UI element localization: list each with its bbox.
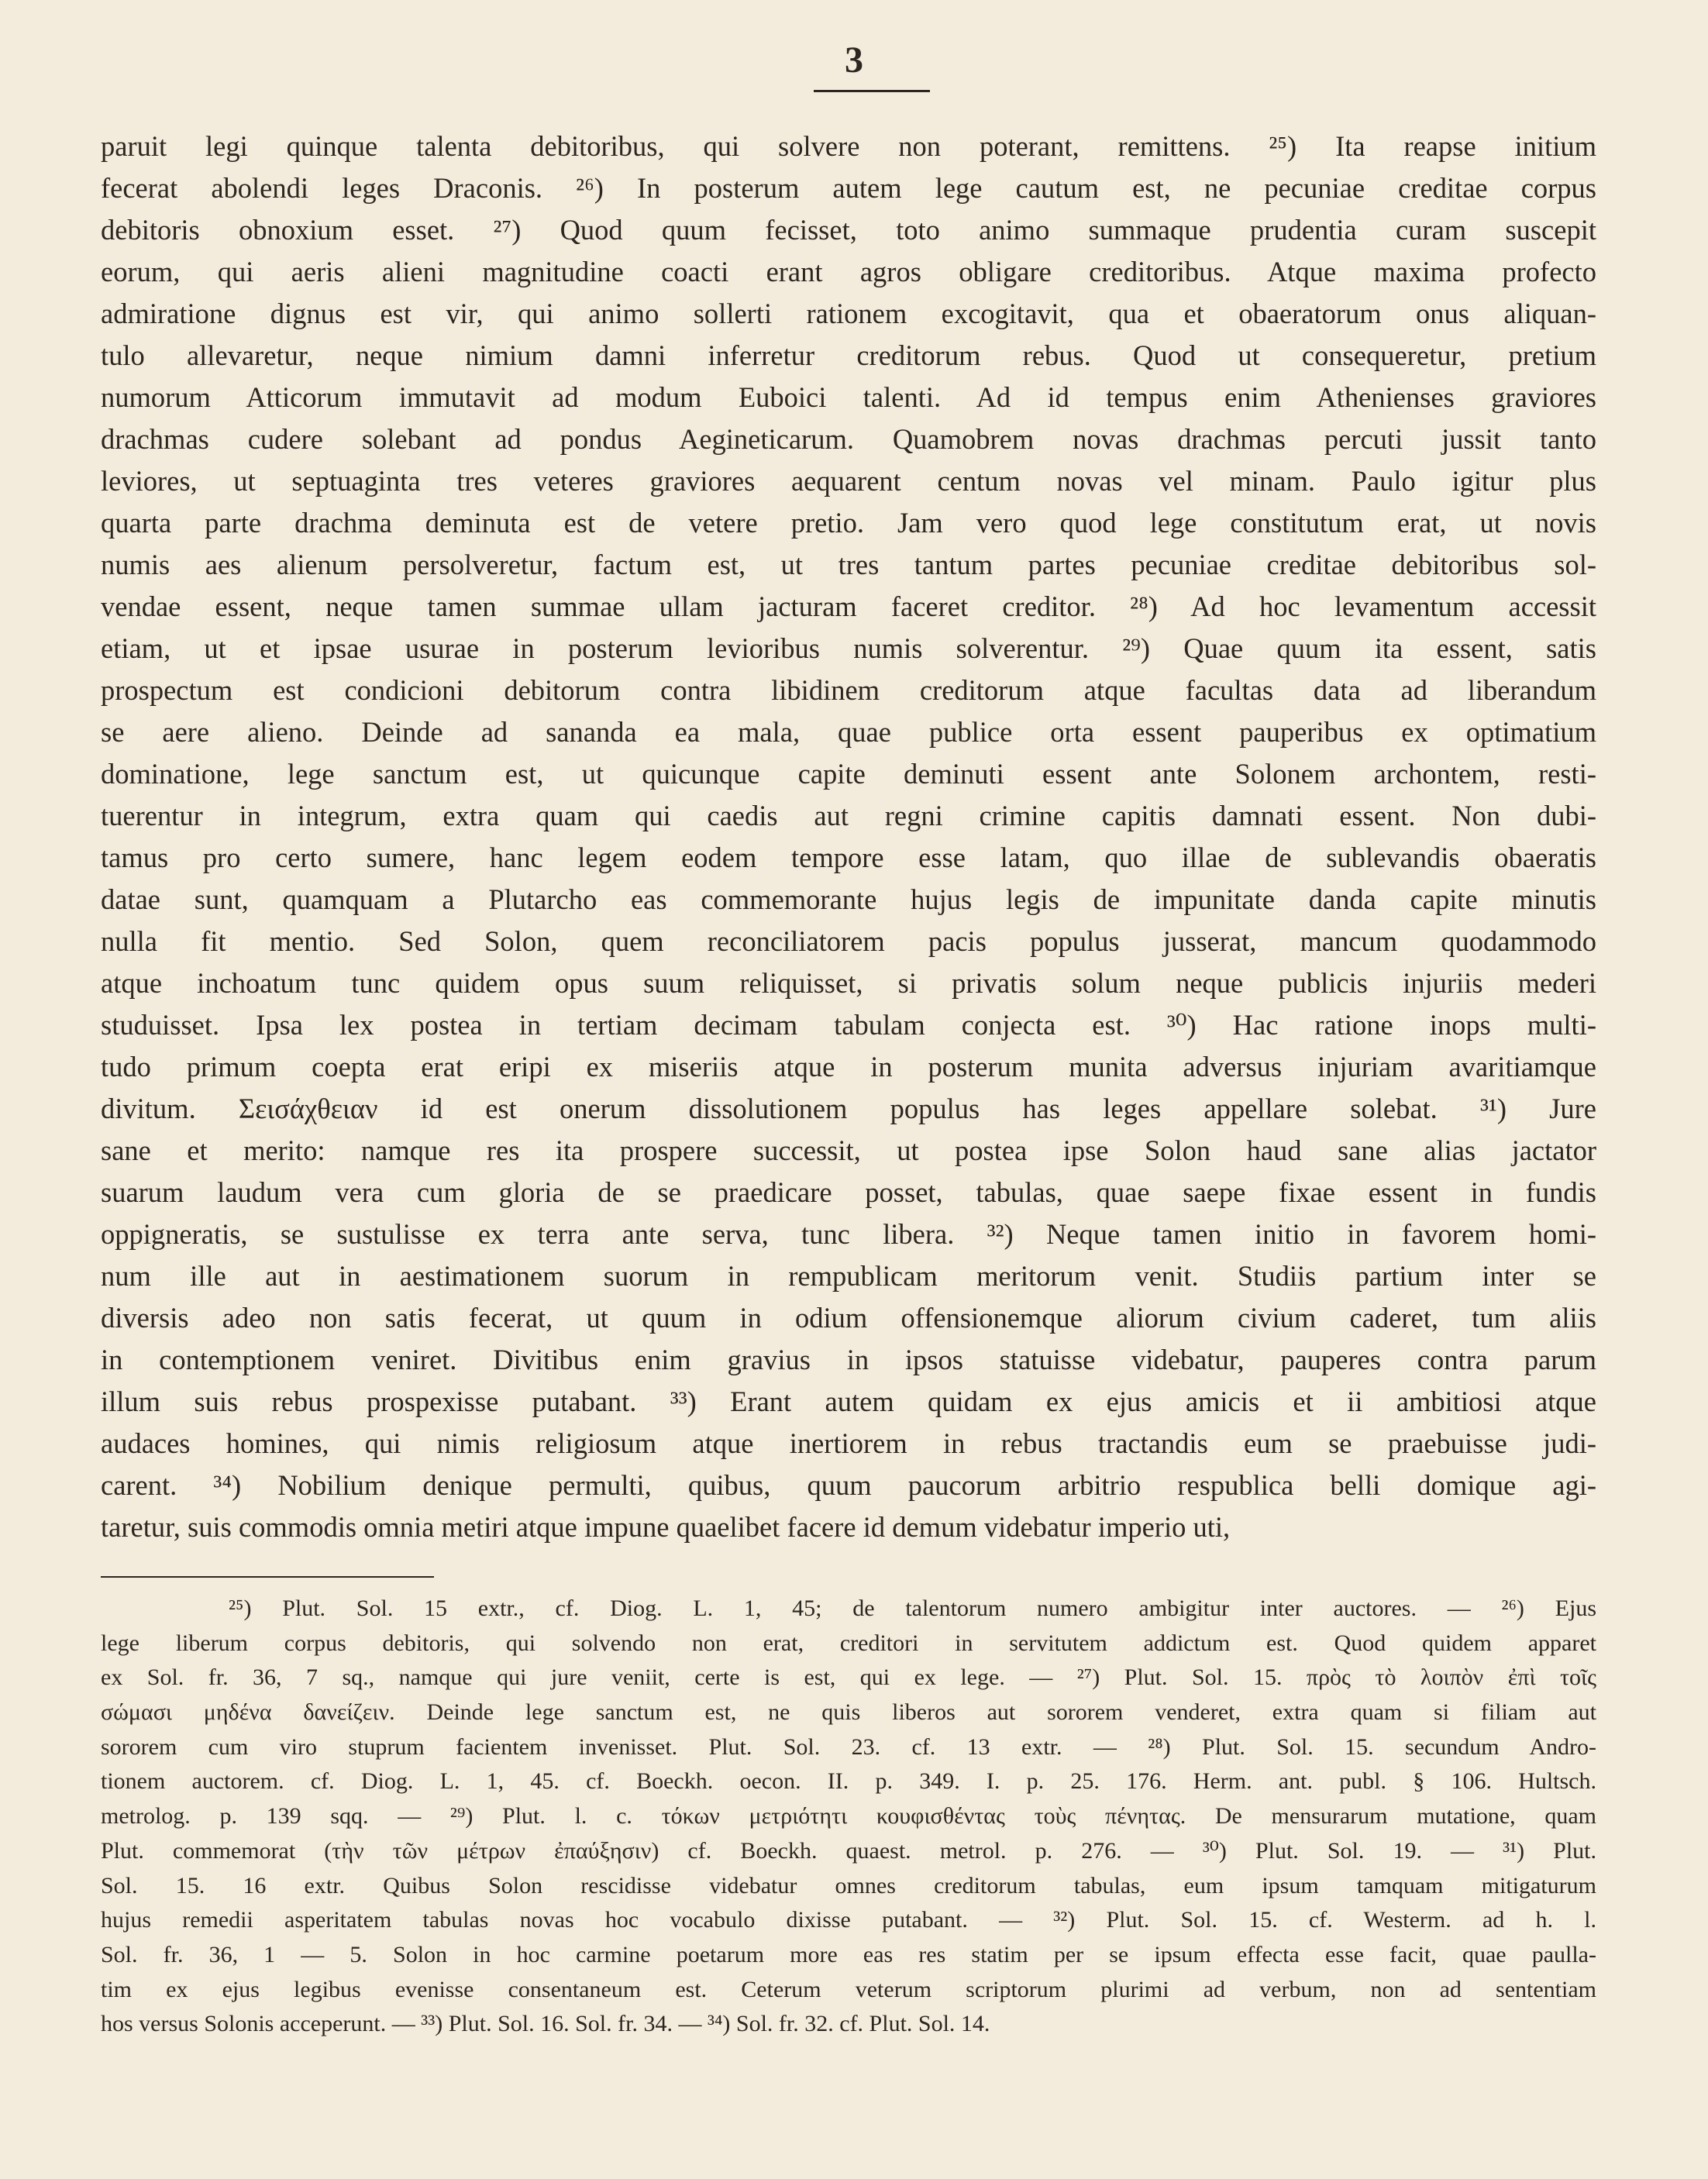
text-line: suarum laudum vera cum gloria de se praedicare posset, tabulas, quae saepe fixae essent in fundis bbox=[101, 1176, 1596, 1208]
text-line: se aere alieno. Deinde ad sananda ea mala, quae publice orta essent pauperibus ex optimatium bbox=[101, 716, 1596, 748]
footnote-line: hos versus Solonis acceperunt. — ³³) Plut. Sol. 16. Sol. fr. 34. — ³⁴) Sol. fr. 32. cf. Plut. Sol. 14. bbox=[101, 2011, 990, 2037]
text-line: eorum, qui aeris alieni magnitudine coacti erant agros obligare creditoribus. Atque maxima profecto bbox=[101, 256, 1596, 287]
text-line: prospectum est condicioni debitorum contra libidinem creditorum atque facultas data ad liberandum bbox=[101, 674, 1596, 706]
footnote-line: σώμασι μηδένα δανείζειν. Deinde lege sanctum est, ne quis liberos aut sororem venderet, extra quam si filiam aut bbox=[101, 1699, 1596, 1726]
text-line: dominatione, lege sanctum est, ut quicunque capite deminuti essent ante Solonem archontem, resti- bbox=[101, 758, 1596, 790]
text-line: oppigneratis, se sustulisse ex terra ante serva, tunc libera. ³²) Neque tamen initio in favorem homi- bbox=[101, 1218, 1596, 1250]
footnote-line: Sol. 15. 16 extr. Quibus Solon rescidisse videbatur omnes creditorum tabulas, eum ipsum tamquam mitigaturum bbox=[101, 1872, 1596, 1898]
text-line: drachmas cudere solebant ad pondus Aegineticarum. Quamobrem novas drachmas percuti jussit tanto bbox=[101, 423, 1596, 455]
footnote-line: ²⁵) Plut. Sol. 15 extr., cf. Diog. L. 1, 45; de talentorum numero ambigitur inter auctores. — ²⁶) Ejus bbox=[229, 1596, 1596, 1621]
text-line: numis aes alienum persolveretur, factum est, ut tres tantum partes pecuniae creditae debitoribus sol- bbox=[101, 549, 1596, 580]
text-line: paruit legi quinque talenta debitoribus, qui solvere non poterant, remittens. ²⁵) Ita reapse initium bbox=[101, 130, 1596, 162]
text-line: taretur, suis commodis omnia metiri atque impune quaelibet facere id demum videbatur imperio uti, bbox=[101, 1511, 1231, 1543]
text-line: tuerentur in integrum, extra quam qui caedis aut regni crimine capitis damnati essent. Non dubi- bbox=[101, 800, 1596, 831]
text-line: etiam, ut et ipsae usurae in posterum levioribus numis solverentur. ²⁹) Quae quum ita essent, satis bbox=[101, 632, 1596, 664]
text-line: carent. ³⁴) Nobilium denique permulti, quibus, quum paucorum arbitrio respublica belli domique agi- bbox=[101, 1469, 1596, 1501]
text-line: tamus pro certo sumere, hanc legem eodem tempore esse latam, quo illae de sublevandis obaeratis bbox=[101, 842, 1596, 873]
text-line: fecerat abolendi leges Draconis. ²⁶) In posterum autem lege cautum est, ne pecuniae creditae corpus bbox=[101, 172, 1596, 204]
text-line: in contemptionem veniret. Divitibus enim gravius in ipsos statuisse videbatur, pauperes contra parum bbox=[101, 1344, 1596, 1375]
text-line: quarta parte drachma deminuta est de vetere pretio. Jam vero quod lege constitutum erat, ut novis bbox=[101, 507, 1596, 539]
text-line: admiratione dignus est vir, qui animo sollerti rationem excogitavit, qua et obaeratorum onus aliquan- bbox=[101, 298, 1596, 329]
footnote-line: hujus remedii asperitatem tabulas novas hoc vocabulo dixisse putabant. — ³²) Plut. Sol. 15. cf. Westerm. ad h. l. bbox=[101, 1907, 1596, 1933]
text-line: vendae essent, neque tamen summae ullam jacturam faceret creditor. ²⁸) Ad hoc levamentum accessit bbox=[101, 590, 1596, 622]
footnote-line: tim ex ejus legibus evenisse consentaneum est. Ceterum veterum scriptorum plurimi ad verbum, non ad sententiam bbox=[101, 1976, 1596, 2002]
header-rule bbox=[814, 90, 930, 92]
footnotes-block bbox=[101, 1592, 1596, 2042]
text-line: diversis adeo non satis fecerat, ut quum in odium offensionemque aliorum civium caderet, tum aliis bbox=[101, 1302, 1596, 1334]
footnote-line: metrolog. p. 139 sqq. — ²⁹) Plut. l. c. τόκων μετριότητι κουφισθέντας τοὺς πένητας. De mensurarum mutatione, quam bbox=[101, 1803, 1596, 1830]
main-text-body bbox=[101, 126, 1596, 1548]
footnote-line: ex Sol. fr. 36, 7 sq., namque qui jure veniit, certe is est, qui ex lege. — ²⁷) Plut. Sol. 15. πρὸς τὸ λοιπὸν ἐπὶ τοῖς bbox=[101, 1664, 1596, 1691]
text-line: datae sunt, quamquam a Plutarcho eas commemorante hujus legis de impunitate danda capite minutis bbox=[101, 883, 1596, 915]
text-line: tulo allevaretur, neque nimium damni inferretur creditorum rebus. Quod ut consequeretur, pretium bbox=[101, 339, 1596, 371]
text-line: numorum Atticorum immutavit ad modum Euboici talenti. Ad id tempus enim Athenienses graviores bbox=[101, 381, 1596, 413]
text-line: nulla fit mentio. Sed Solon, quem reconciliatorem pacis populus jusserat, mancum quodammodo bbox=[101, 925, 1596, 957]
footnote-line: Sol. fr. 36, 1 — 5. Solon in hoc carmine poetarum more eas res statim per se ipsum effecta esse facit, quae paulla- bbox=[101, 1941, 1596, 1967]
text-line: num ille aut in aestimationem suorum in rempublicam meritorum venit. Studiis partium inter se bbox=[101, 1260, 1596, 1292]
text-line: studuisset. Ipsa lex postea in tertiam decimam tabulam conjecta est. ³⁰) Hac ratione inops multi- bbox=[101, 1009, 1596, 1041]
text-line: audaces homines, qui nimis religiosum atque inertiorem in rebus tractandis eum se praebuisse judi- bbox=[101, 1427, 1596, 1459]
footnote-line: lege liberum corpus debitoris, qui solvendo non erat, creditori in servitutem addictum est. Quod quidem apparet bbox=[101, 1630, 1596, 1656]
footnote-line: sororem cum viro stuprum facientem invenisset. Plut. Sol. 23. cf. 13 extr. — ²⁸) Plut. Sol. 15. secundum Andro- bbox=[101, 1733, 1596, 1760]
text-line: divitum. Σεισάχθειαν id est onerum dissolutionem populus has leges appellare solebat. ³¹) Jure bbox=[101, 1093, 1596, 1124]
footnote-line: Plut. commemorat (τὴν τῶν μέτρων ἐπαύξησιν) cf. Boeckh. quaest. metrol. p. 276. — ³⁰) Plut. Sol. 19. — ³¹) Plut. bbox=[101, 1837, 1596, 1864]
text-line: leviores, ut septuaginta tres veteres graviores aequarent centum novas vel minam. Paulo igitur plus bbox=[101, 465, 1596, 497]
text-line: debitoris obnoxium esset. ²⁷) Quod quum fecisset, toto animo summaque prudentia curam suscepit bbox=[101, 214, 1596, 246]
page-number: 3 bbox=[845, 40, 863, 81]
text-line: sane et merito: namque res ita prospere successit, ut postea ipse Solon haud sane alias jactator bbox=[101, 1134, 1596, 1166]
footnote-separator bbox=[101, 1576, 434, 1578]
text-line: tudo primum coepta erat eripi ex miseriis atque in posterum munita adversus injuriam avaritiamque bbox=[101, 1051, 1596, 1083]
text-line: atque inchoatum tunc quidem opus suum reliquisset, si privatis solum neque publicis injuriis mederi bbox=[101, 967, 1596, 999]
footnote-line: tionem auctorem. cf. Diog. L. 1, 45. cf. Boeckh. oecon. II. p. 349. I. p. 25. 176. Herm. ant. publ. § 106. Hultsch. bbox=[101, 1768, 1596, 1795]
text-line: illum suis rebus prospexisse putabant. ³³) Erant autem quidam ex ejus amicis et ii ambitiosi atque bbox=[101, 1386, 1596, 1417]
